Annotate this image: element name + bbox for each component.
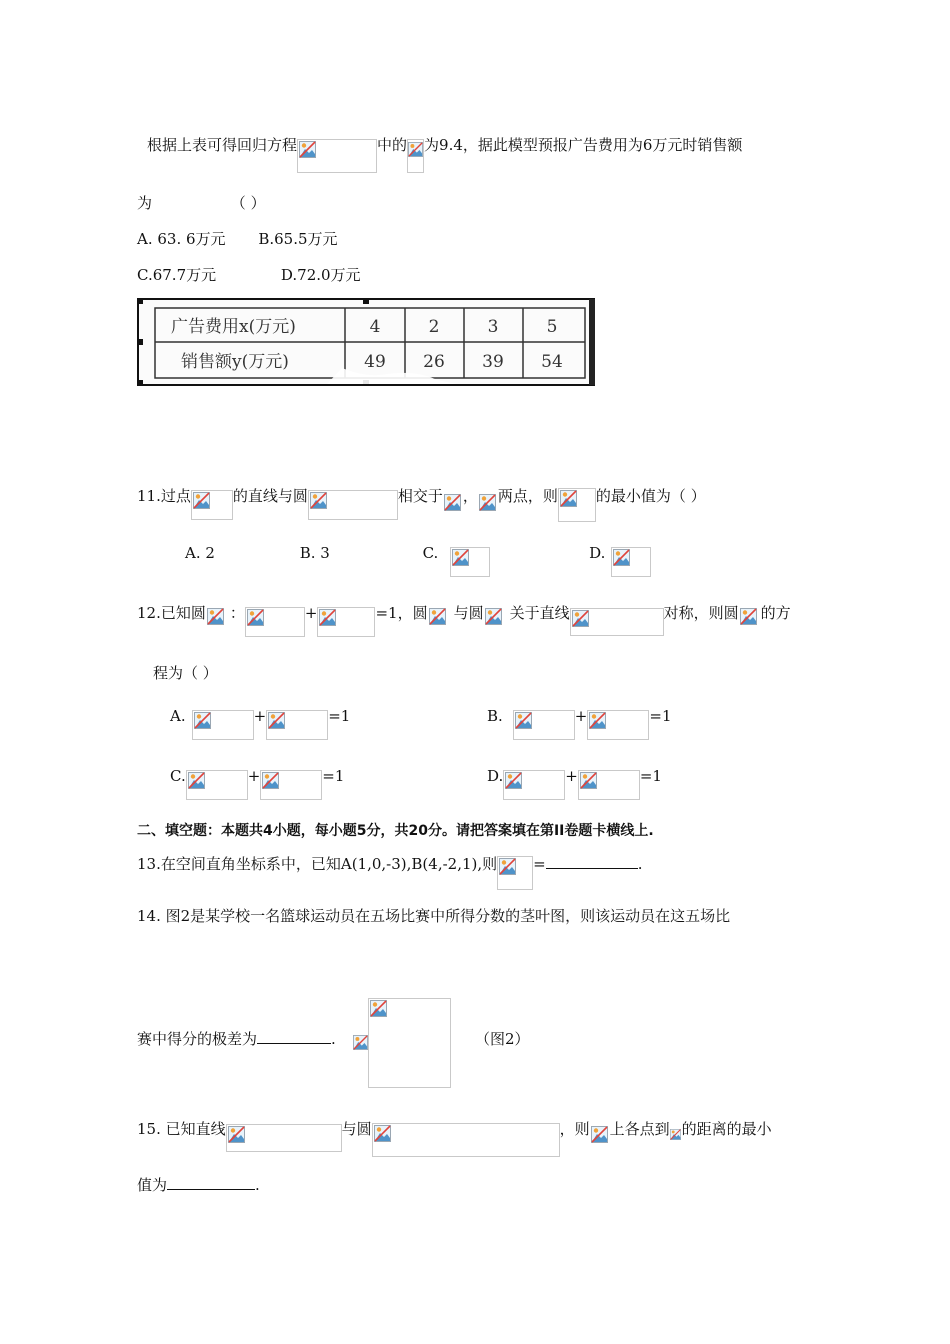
option-d-x-image — [503, 770, 565, 800]
point-image — [191, 490, 233, 520]
q11-text-4: 两点，则 — [497, 487, 558, 505]
q12-text-6: 的方 — [760, 604, 791, 622]
q12-a-eq: =1 — [328, 707, 351, 725]
broken-image-icon — [444, 494, 461, 511]
broken-image-icon — [589, 712, 606, 729]
table-cell-row1-0: 4 — [369, 317, 381, 337]
q10-option-d: D.72.0万元 — [280, 266, 361, 284]
regression-equation-image — [297, 139, 377, 173]
broken-image-icon — [193, 492, 210, 509]
q10-option-c: C.67.7万元 — [137, 266, 217, 284]
circle-c2-image — [428, 607, 454, 637]
q13-period: . — [637, 855, 643, 873]
q14-period: . — [331, 1030, 336, 1048]
x-term-image — [245, 607, 305, 637]
symmetry-line-image — [570, 608, 664, 636]
q12-a-plus: + — [253, 707, 267, 725]
q15-text-2: 与圆 — [341, 1120, 372, 1138]
q12-colon: ： — [229, 604, 245, 622]
chord-length-image — [558, 488, 596, 522]
point-a-image — [443, 493, 463, 517]
broken-image-icon — [268, 712, 285, 729]
broken-image-icon — [580, 772, 597, 789]
q11-option-a: A. 2 — [185, 544, 215, 562]
q12-text-2: =1，圆 — [375, 604, 428, 622]
broken-image-icon — [591, 1126, 608, 1143]
broken-image-icon — [670, 1126, 681, 1143]
option-c-image — [450, 547, 490, 577]
broken-image-icon — [505, 772, 522, 789]
broken-image-icon — [479, 494, 496, 511]
broken-image-icon — [374, 1125, 391, 1142]
vector-ab-image — [497, 856, 533, 890]
q15-period: . — [255, 1176, 260, 1194]
q12-text-4: 关于直线 — [509, 604, 570, 622]
broken-image-icon — [247, 609, 264, 626]
broken-image-icon — [228, 1126, 245, 1143]
broken-image-icon — [194, 712, 211, 729]
line-equation-image — [226, 1124, 342, 1152]
q10-option-b: B.65.5万元 — [258, 230, 338, 248]
q12-option-a: A. — [170, 707, 186, 725]
q12-plus: + — [304, 604, 318, 622]
ad-sales-table — [137, 298, 595, 386]
table-row2-label: 销售额y(万元) — [181, 352, 289, 372]
circle-c1-image — [206, 607, 230, 637]
q15-text-5: 的距离的最小 — [681, 1120, 772, 1138]
q12-option-c: C. — [170, 767, 186, 785]
point-b-image — [478, 493, 498, 517]
q13-text-1: 13.在空间直角坐标系中，已知A(1,0,-3),B(4,-2,1),则 — [137, 855, 498, 873]
option-c-y-image — [260, 770, 322, 800]
q12-d-eq: =1 — [639, 767, 662, 785]
broken-image-icon — [353, 1034, 368, 1051]
q12-text-3: 与圆 — [453, 604, 484, 622]
figure-2-caption: （图2） — [475, 1030, 530, 1048]
q10-text-1: 根据上表可得回归方程 — [147, 136, 298, 154]
circle-equation-image-2 — [372, 1123, 560, 1157]
broken-image-icon — [310, 492, 327, 509]
circle-c1-image-2 — [484, 607, 510, 637]
stem-leaf-small-image — [353, 1033, 369, 1055]
circle-c2-image-2 — [739, 607, 761, 637]
table-cell-row2-0: 49 — [364, 352, 386, 372]
q12-d-plus: + — [565, 767, 578, 785]
q13-answer-blank[interactable] — [546, 868, 638, 869]
broken-image-icon — [740, 608, 757, 625]
table-cell-row2-3: 54 — [541, 352, 563, 372]
table-cell-row1-1: 2 — [428, 317, 440, 337]
option-b-y-image — [587, 710, 649, 740]
section-2-heading: 二、填空题：本题共4小题，每小题5分，共20分。请把答案填在第II卷题卡横线上. — [137, 823, 654, 839]
broken-image-icon — [429, 608, 446, 625]
q11-text-1: 11.过点 — [137, 487, 191, 505]
option-a-x-image — [192, 710, 254, 740]
broken-image-icon — [560, 490, 577, 507]
q10-option-a: A. 63. 6万元 — [137, 230, 226, 248]
q10-line-2 — [137, 193, 266, 213]
broken-image-icon — [370, 1000, 387, 1017]
q11-comma: ， — [462, 487, 478, 505]
option-d-image — [611, 547, 651, 577]
q12-b-plus: + — [574, 707, 588, 725]
option-c-x-image — [186, 770, 248, 800]
stem-leaf-figure-image — [368, 998, 451, 1088]
q11-option-b: B. 3 — [299, 544, 330, 562]
option-b-x-image — [513, 710, 575, 740]
option-d-y-image — [578, 770, 640, 800]
q15-answer-blank[interactable] — [167, 1189, 255, 1190]
q12-option-b: B. — [487, 707, 503, 725]
q12-c-eq: =1 — [322, 767, 345, 785]
q13-equals: = — [533, 855, 546, 873]
q14-answer-blank[interactable] — [257, 1043, 331, 1044]
q10-text-4: 为 — [137, 194, 153, 212]
q15-text-1: 15. 已知直线 — [137, 1120, 226, 1138]
option-a-y-image — [266, 710, 328, 740]
table-cell-row2-1: 26 — [423, 352, 445, 372]
q12-option-d: D. — [487, 767, 504, 785]
q15-text-6: 值为 — [137, 1176, 168, 1194]
q11-text-2: 的直线与圆 — [232, 487, 308, 505]
broken-image-icon — [299, 141, 316, 158]
q12-text-7: 程为（ ） — [153, 664, 218, 682]
broken-image-icon — [262, 772, 279, 789]
broken-image-icon — [485, 608, 502, 625]
table-row1-label: 广告费用x(万元) — [171, 317, 296, 337]
q11-text-5: 的最小值为（ ） — [595, 487, 706, 505]
broken-image-icon — [452, 549, 469, 566]
q12-text-5: 对称，则圆 — [663, 604, 739, 622]
broken-image-icon — [207, 608, 224, 625]
q10-paren: （ ） — [230, 194, 266, 212]
circle-c-image — [590, 1125, 610, 1151]
broken-image-icon — [408, 141, 423, 158]
broken-image-icon — [319, 609, 336, 626]
q12-c-plus: + — [247, 767, 261, 785]
broken-image-icon — [515, 712, 532, 729]
table-cell-row2-2: 39 — [482, 352, 504, 372]
broken-image-icon — [499, 858, 516, 875]
broken-image-icon — [572, 610, 589, 627]
q15-text-4: 上各点到 — [609, 1120, 670, 1138]
q11-option-c: C. — [422, 544, 439, 562]
y-term-image — [317, 607, 375, 637]
q10-text-2: 中的 — [377, 136, 408, 154]
table-cell-row1-2: 3 — [487, 317, 499, 337]
q11-option-d: D. — [589, 544, 606, 562]
circle-equation-image — [308, 490, 398, 520]
q14-line-1: 14. 图2是某学校一名篮球运动员在五场比赛中所得分数的茎叶图，则该运动员在这五场比 — [137, 907, 731, 925]
q12-text-1: 12.已知圆 — [137, 604, 206, 622]
q10-text-3: 为9.4，据此模型预报广告费用为6万元时销售额 — [424, 136, 743, 154]
q12-b-eq: =1 — [649, 707, 672, 725]
q11-text-3: 相交于 — [397, 487, 443, 505]
q14-text-2: 赛中得分的极差为 — [137, 1030, 258, 1048]
broken-image-icon — [613, 549, 630, 566]
broken-image-icon — [188, 772, 205, 789]
q15-text-3: ，则 — [559, 1120, 590, 1138]
line-l-image — [670, 1125, 682, 1151]
table-cell-row1-3: 5 — [546, 317, 558, 337]
coefficient-image — [407, 139, 424, 173]
